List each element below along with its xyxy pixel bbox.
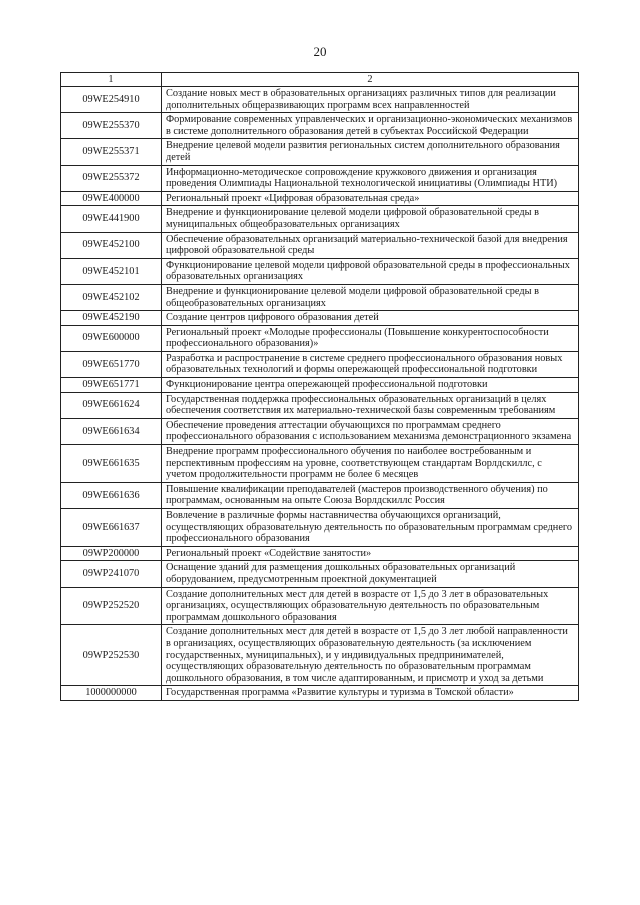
- table-row: [61, 587, 579, 625]
- row-code: 09WE452101: [61, 258, 162, 284]
- table-row: [61, 325, 579, 351]
- page-number: 20: [313, 44, 327, 59]
- row-name: Региональный проект «Цифровая образовательная среда»: [162, 191, 579, 206]
- row-code: 09WE452102: [61, 284, 162, 310]
- row-name: Создание новых мест в образовательных организациях различных типов для реализации дополнительных общеразвивающих программ всех направленностей: [162, 87, 579, 113]
- row-code: 09WE600000: [61, 325, 162, 351]
- row-name: Функционирование центра опережающей профессиональной подготовки: [162, 378, 579, 393]
- row-name: Вовлечение в различные формы наставничества обучающихся организаций, осуществляющих образовательную деятельность по образовательным программам среднего профессионального образования: [162, 509, 579, 547]
- row-code: 09WP252520: [61, 587, 162, 625]
- table-row: [61, 206, 579, 232]
- row-code: 09WP252530: [61, 625, 162, 686]
- row-name: Региональный проект «Содействие занятости»: [162, 546, 579, 561]
- row-code: 09WP241070: [61, 561, 162, 587]
- table-row: [61, 546, 579, 561]
- row-name: Создание дополнительных мест для детей в возрасте от 1,5 до 3 лет любой направленности в организациях, осуществляющих образовательную деятельность (за исключением государственных, муниципальных), и у индивидуальных предпринимателей, осуществляющих образовательную деятельность по образовательным программам дошкольного образования, в том числе адаптированным, и присмотр и уход за детьми: [162, 625, 579, 686]
- row-name: Государственная программа «Развитие культуры и туризма в Томской области»: [162, 686, 579, 701]
- table-row: [61, 445, 579, 483]
- row-code: 09WE255370: [61, 113, 162, 139]
- table-row: [61, 351, 579, 377]
- row-code: 09WE661637: [61, 509, 162, 547]
- table-row: [61, 87, 579, 113]
- table-row: [61, 165, 579, 191]
- table-row: [61, 418, 579, 444]
- row-code: 09WE661635: [61, 445, 162, 483]
- table-row: [61, 378, 579, 393]
- row-name: Создание дополнительных мест для детей в возрасте от 1,5 до 3 лет в образовательных организациях, осуществляющих образовательную деятельность по образовательным программам дошкольного образования: [162, 587, 579, 625]
- row-name: Обеспечение проведения аттестации обучающихся по программам среднего профессионального образования с использованием механизма демонстрационного экзамена: [162, 418, 579, 444]
- row-name: Региональный проект «Молодые профессионалы (Повышение конкурентоспособности профессионального образования)»: [162, 325, 579, 351]
- table-row: [61, 232, 579, 258]
- row-name: Функционирование целевой модели цифровой образовательной среды в профессиональных образовательных организациях: [162, 258, 579, 284]
- row-code: 09WE452190: [61, 311, 162, 326]
- table-row: [61, 686, 579, 701]
- row-code: 09WP200000: [61, 546, 162, 561]
- row-code: 09WE661636: [61, 482, 162, 508]
- row-name: Внедрение и функционирование целевой модели цифровой образовательной среды в муниципальных общеобразовательных организациях: [162, 206, 579, 232]
- table-row: [61, 191, 579, 206]
- row-name: Информационно-методическое сопровождение кружкового движения и организация проведения Олимпиады Национальной технологической инициативы (Олимпиады НТИ): [162, 165, 579, 191]
- row-name: Внедрение и функционирование целевой модели цифровой образовательной среды в общеобразовательных организациях: [162, 284, 579, 310]
- row-code: 09WE661634: [61, 418, 162, 444]
- row-code: 09WE651771: [61, 378, 162, 393]
- table-header-row: [61, 73, 579, 87]
- table-row: [61, 482, 579, 508]
- table-row: [61, 392, 579, 418]
- row-name: Оснащение зданий для размещения дошкольных образовательных организаций оборудованием, предусмотренным проектной документацией: [162, 561, 579, 587]
- row-name: Разработка и распространение в системе среднего профессионального образования новых образовательных технологий и формы опережающей профессиональной подготовки: [162, 351, 579, 377]
- table-row: [61, 509, 579, 547]
- table-row: [61, 258, 579, 284]
- row-code: 09WE255371: [61, 139, 162, 165]
- row-name: Формирование современных управленческих и организационно-экономических механизмов в системе дополнительного образования детей в субъектах Российской Федерации: [162, 113, 579, 139]
- column-header-code: 1: [61, 73, 162, 87]
- table-row: [61, 284, 579, 310]
- column-header-name: 2: [162, 73, 579, 87]
- row-name: Внедрение целевой модели развития региональных систем дополнительного образования детей: [162, 139, 579, 165]
- table-row: [61, 625, 579, 686]
- budget-code-table: [60, 72, 579, 701]
- row-code: 09WE400000: [61, 191, 162, 206]
- row-name: Обеспечение образовательных организаций материально-технической базой для внедрения цифровой образовательной среды: [162, 232, 579, 258]
- row-name: Государственная поддержка профессиональных образовательных организаций в целях обеспечения соответствия их материально-технической базы современным требованиям: [162, 392, 579, 418]
- table-row: [61, 113, 579, 139]
- table-body: [61, 87, 579, 701]
- row-code: 09WE651770: [61, 351, 162, 377]
- row-name: Повышение квалификации преподавателей (мастеров производственного обучения) по программам, основанным на опыте Союза Ворлдскиллс Россия: [162, 482, 579, 508]
- row-name: Внедрение программ профессионального обучения по наиболее востребованным и перспективным профессиям на уровне, соответствующем стандартам Ворлдскиллс, с учетом продолжительности программ не более 6 месяцев: [162, 445, 579, 483]
- row-code: 09WE255372: [61, 165, 162, 191]
- row-code: 1000000000: [61, 686, 162, 701]
- table-row: [61, 139, 579, 165]
- table-row: [61, 561, 579, 587]
- row-name: Создание центров цифрового образования детей: [162, 311, 579, 326]
- row-code: 09WE661624: [61, 392, 162, 418]
- row-code: 09WE254910: [61, 87, 162, 113]
- table-row: [61, 311, 579, 326]
- row-code: 09WE452100: [61, 232, 162, 258]
- row-code: 09WE441900: [61, 206, 162, 232]
